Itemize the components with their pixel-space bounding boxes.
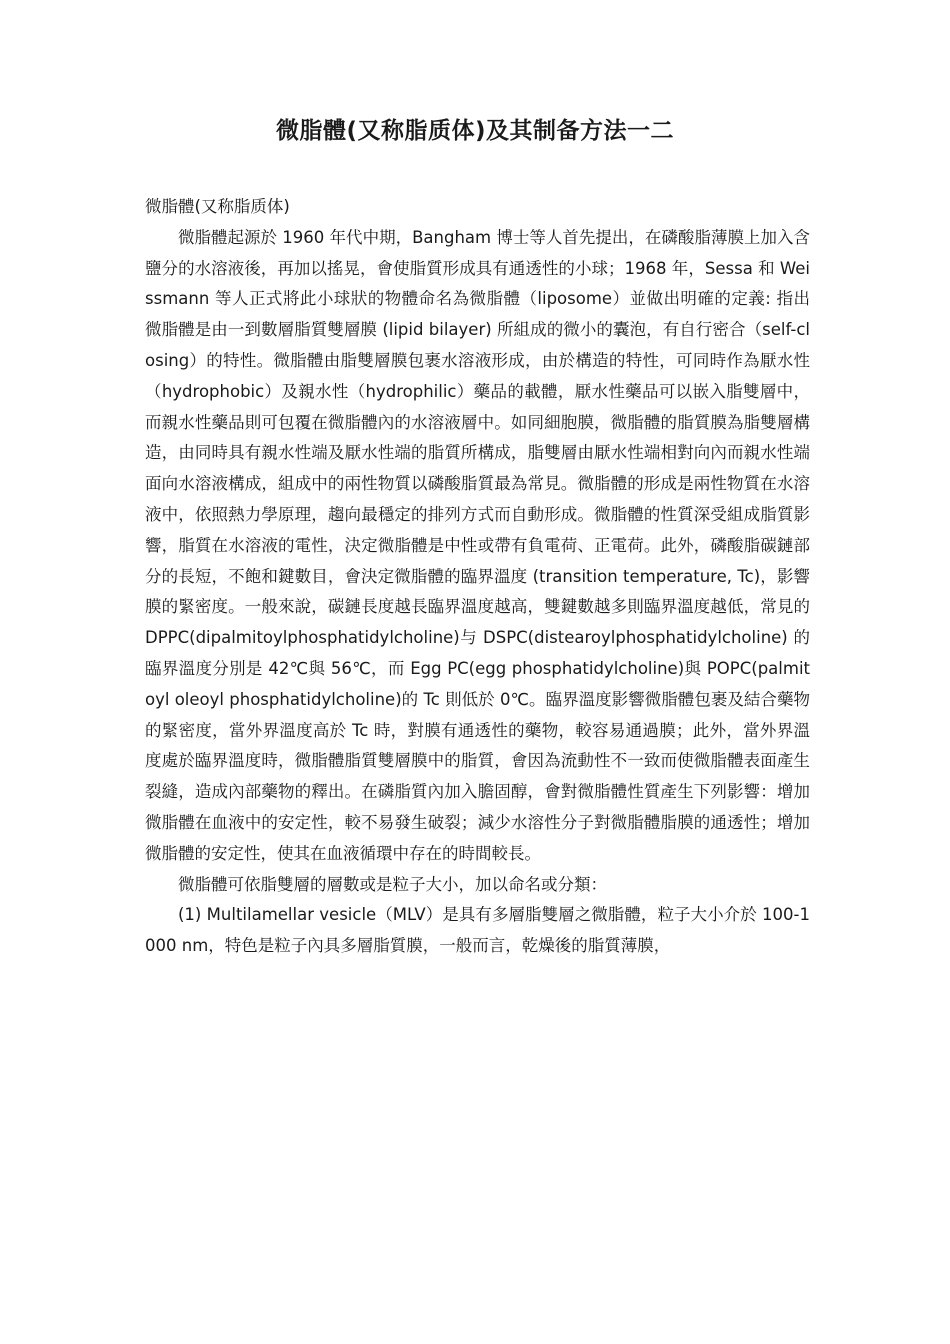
paragraph-classification-intro: 微脂體可依脂雙層的層數或是粒子大小，加以命名或分類： xyxy=(178,874,607,894)
paragraph-mlv: (1) Multilamellar vesicle（MLV）是具有多層脂雙層之微脂體，粒子大小介於 100-1000 nm，特色是粒子內具多層脂質膜，一般而言，乾燥後的脂質薄膜， xyxy=(145,905,810,956)
page-title: 微脂體(又称脂质体)及其制备方法一二 xyxy=(275,118,675,144)
document-body xyxy=(145,192,810,962)
section-heading: 微脂體(又称脂质体) xyxy=(145,197,290,216)
paragraph-liposome-overview: 微脂體起源於 1960 年代中期，Bangham 博士等人首先提出，在磷酸脂薄膜上加入含鹽分的水溶液後，再加以搖晃，會使脂質形成具有通透性的小球；1968 年，Sessa 和 Weissmann 等人正式將此小球狀的物體命名為微脂體（liposome）並做出明確的定義: 指出微脂體是由一到數層脂質雙層膜 (lipid bilayer) 所組成的微小的囊泡，有自行密合（self-closing）的特性。微脂體由脂雙層膜包裹水溶液形成，由於構造的特性，可同時作為厭水性（hydrophobic）及親水性（hydrophilic）藥品的載體，厭水性藥品可以嵌入脂雙層中，而親水性藥品則可包覆在微脂體內的水溶液層中。如同細胞膜，微脂體的脂質膜為脂雙層構造，由同時具有親水性端及厭水性端的脂質所構成，脂雙層由厭水性端相對向內而親水性端面向水溶液構成，組成中的兩性物質以磷酸脂質最為常見。微脂體的形成是兩性物質在水溶液中，依照熱力學原理，趨向最穩定的排列方式而自動形成。微脂體的性質深受組成脂質影響，脂質在水溶液的電性，決定微脂體是中性或帶有負電荷、正電荷。此外，磷酸脂碳鏈部分的長短，不飽和鍵數目，會決定微脂體的臨界溫度 (transition temperature, Tc)，影響膜的緊密度。一般來說，碳鏈長度越長臨界溫度越高，雙鍵數越多則臨界溫度越低，常見的 DPPC(dipalmitoylphosphatidylcholine)与 DSPC(distearoylphosphatidylcholine) 的臨界溫度分別是 42℃與 56℃，而 Egg PC(egg phosphatidylcholine)與 POPC(palmitoyl oleoyl phosphatidylcholine)的 Tc 則低於 0℃。臨界溫度影響微脂體包裹及結合藥物的緊密度，當外界溫度高於 Tc 時，對膜有通透性的藥物，較容易通過膜；此外，當外界溫度處於臨界溫度時，微脂體脂質雙層膜中的脂質，會因為流動性不一致而使微脂體表面產生裂縫，造成內部藥物的釋出。在磷脂質內加入膽固醇，會對微脂體性質產生下列影響：增加微脂體在血液中的安定性，較不易發生破裂；減少水溶性分子對微脂體脂膜的通透性；增加微脂體的安定性，使其在血液循環中存在的時間較長。 xyxy=(145,227,810,863)
